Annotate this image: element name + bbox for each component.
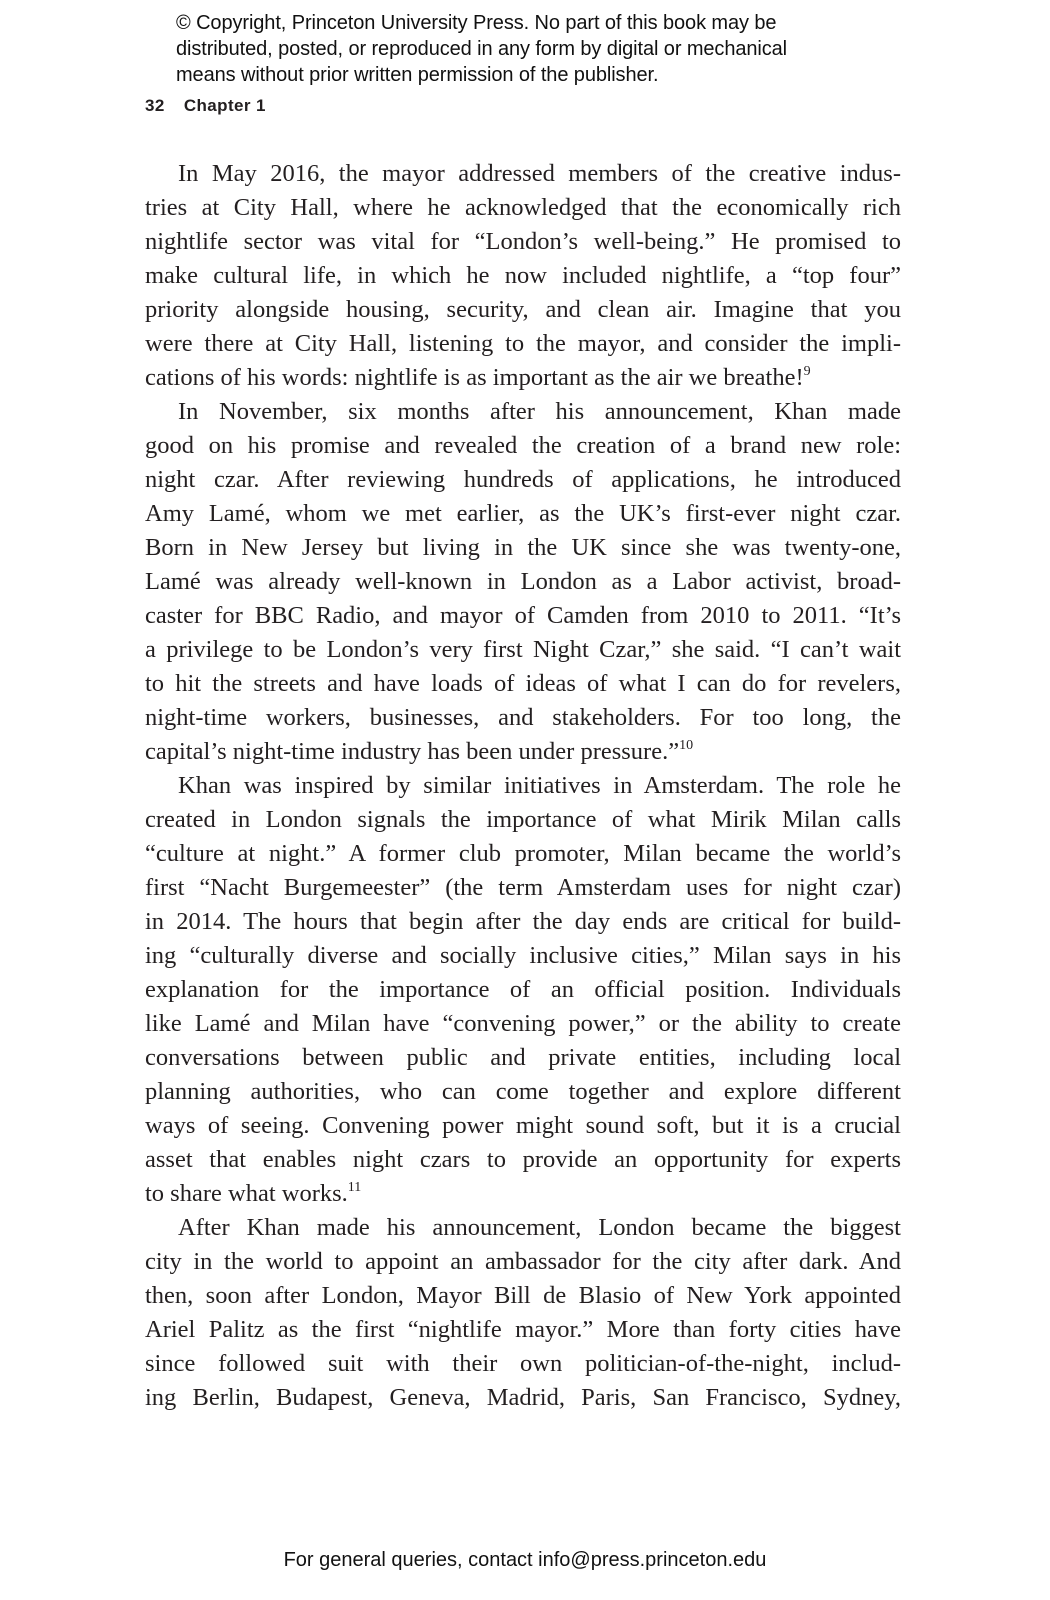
text-line: night-time workers, businesses, and stakeholders. For too long, the [145,704,901,731]
body-text [145,157,901,1415]
text-line: night czar. After reviewing hundreds of applications, he introduced [145,466,901,493]
running-head [145,96,266,116]
footnote-marker[interactable]: 10 [679,738,694,753]
footnote-marker[interactable]: 11 [347,1180,362,1195]
paragraph [145,157,901,395]
text-line: make cultural life, in which he now included nightlife, a “top four” [145,262,901,289]
text-line: then, soon after London, Mayor Bill de Blasio of New York appointed [145,1282,901,1309]
text-line: created in London signals the importance of what Mirik Milan calls [145,806,901,833]
paragraph [145,1211,901,1415]
text-line: asset that enables night czars to provide an opportunity for experts [145,1146,901,1173]
text-line: since followed suit with their own politician-of-the-night, includ- [145,1350,901,1377]
footnote-marker[interactable]: 9 [803,364,811,379]
text-line: were there at City Hall, listening to the mayor, and consider the impli- [145,330,901,357]
text-line: tries at City Hall, where he acknowledged that the economically rich [145,194,901,221]
text-line: Lamé was already well-known in London as a Labor activist, broad- [145,568,901,595]
text-line: planning authorities, who can come together and explore different [145,1078,901,1105]
text-line-content: cations of his words: nightlife is as important as the air we breathe! [145,364,804,391]
text-line: conversations between public and private entities, including local [145,1044,901,1071]
copyright-line: distributed, posted, or reproduced in any form by digital or mechanical [176,38,788,60]
text-line: Amy Lamé, whom we met earlier, as the UK’s first-ever night czar. [145,500,901,527]
paragraph [145,769,901,1211]
text-line: ing Berlin, Budapest, Geneva, Madrid, Paris, San Francisco, Sydney, [145,1384,901,1411]
text-line: in 2014. The hours that begin after the day ends are critical for build- [145,908,901,935]
text-line: caster for BBC Radio, and mayor of Camden from 2010 to 2011. “It’s [145,602,901,629]
text-line: like Lamé and Milan have “convening power,” or the ability to create [145,1010,901,1037]
text-line: In November, six months after his announcement, Khan made [178,398,901,425]
text-line: priority alongside housing, security, and clean air. Imagine that you [145,296,901,323]
text-line: a privilege to be London’s very first Night Czar,” she said. “I can’t wait [145,636,901,663]
text-line: city in the world to appoint an ambassador for the city after dark. And [145,1248,901,1275]
text-line-last [145,1177,901,1211]
text-line: After Khan made his announcement, London became the biggest [178,1214,901,1241]
page-number: 32 [145,96,165,115]
text-line: first “Nacht Burgemeester” (the term Amsterdam uses for night czar) [145,874,901,901]
text-line: Born in New Jersey but living in the UK since she was twenty-one, [145,534,901,561]
copyright-line: means without prior written permission of the publisher. [176,64,659,86]
text-line-content: capital’s night-time industry has been under pressure.” [145,738,680,765]
text-line: good on his promise and revealed the creation of a brand new role: [145,432,901,459]
paragraph [145,395,901,769]
copyright-notice [176,10,896,88]
footer-contact: For general queries, contact info@press.princeton.edu [283,1549,767,1571]
text-line: Khan was inspired by similar initiatives in Amsterdam. The role he [178,772,901,799]
text-line: Ariel Palitz as the first “nightlife mayor.” More than forty cities have [145,1316,901,1343]
chapter-label: Chapter 1 [183,96,266,115]
text-line: In May 2016, the mayor addressed members of the creative indus- [178,160,901,187]
text-line: explanation for the importance of an official position. Individuals [145,976,901,1003]
text-line: “culture at night.” A former club promoter, Milan became the world’s [145,840,901,867]
text-line-last [145,361,901,395]
text-line-last [145,735,901,769]
copyright-line: © Copyright, Princeton University Press. No part of this book may be [176,12,777,34]
text-line: ways of seeing. Convening power might sound soft, but it is a crucial [145,1112,901,1139]
text-line: nightlife sector was vital for “London’s well-being.” He promised to [145,228,901,255]
text-line-content: to share what works. [145,1180,348,1207]
text-line: ing “culturally diverse and socially inclusive cities,” Milan says in his [145,942,901,969]
text-line: to hit the streets and have loads of ideas of what I can do for revelers, [145,670,901,697]
